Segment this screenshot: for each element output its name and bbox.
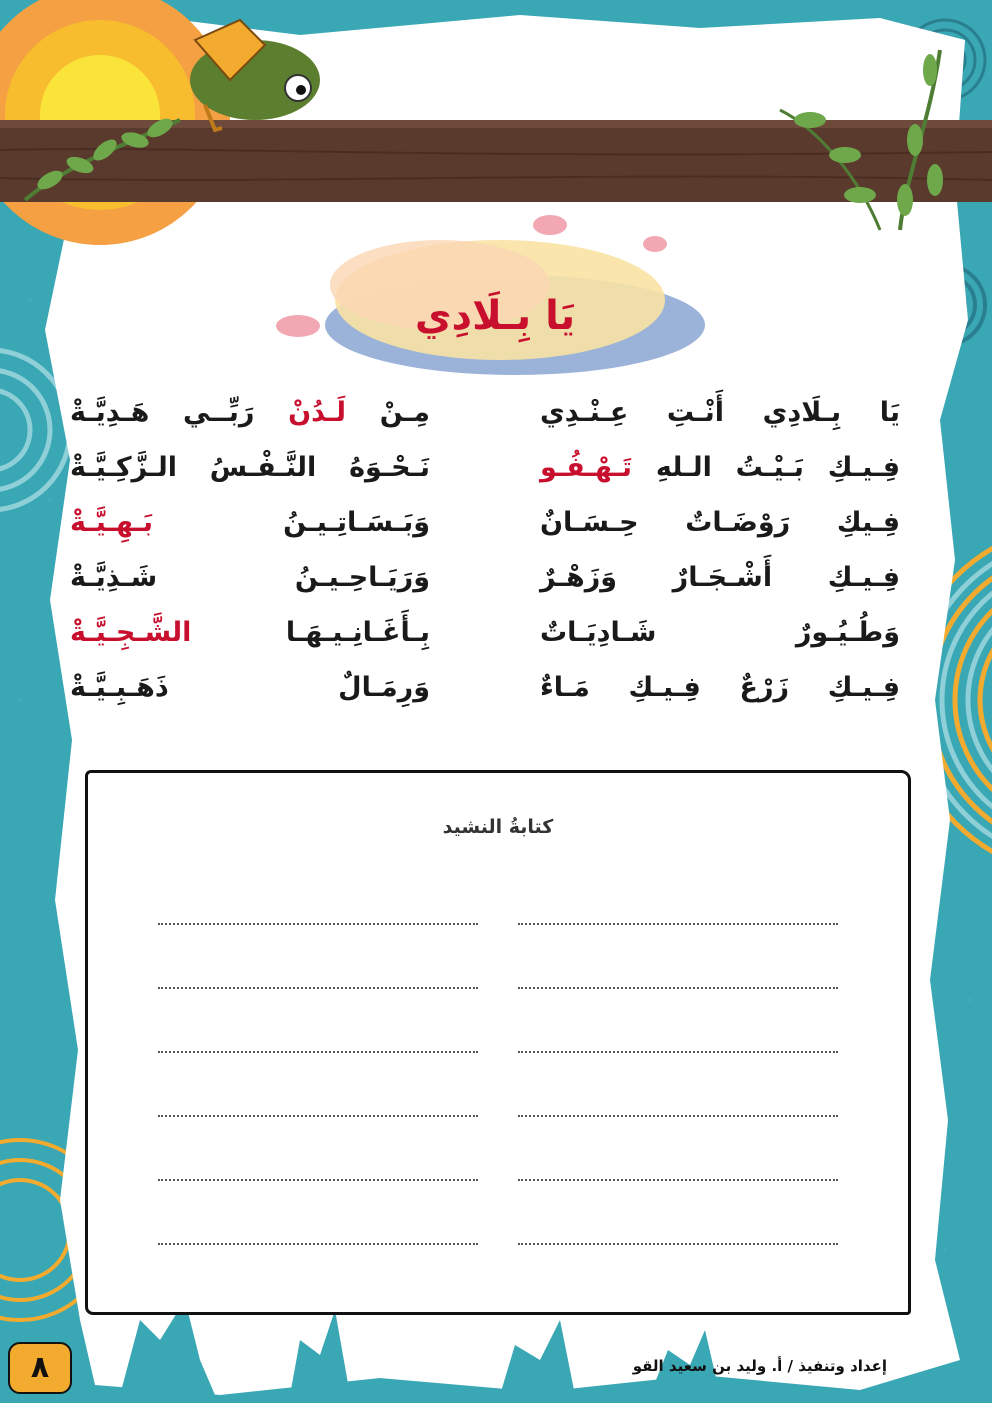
verse-left: وَرَيَـاحِـيـنُ شَـذِيَّـةْ (70, 562, 430, 593)
highlighted-word: لَـدُنْ (288, 397, 347, 428)
dotted-writing-line[interactable] (518, 1179, 838, 1181)
verse-left: بِـأَغَـانِـيـهَـا الشَّـجِـيَّـةْ (70, 617, 430, 648)
poem-row (70, 605, 900, 660)
verse-right: وَطُـيُـورٌ شَـادِيَـاتٌ (540, 617, 900, 648)
writing-box-title: كتابةُ النشيد (442, 816, 554, 838)
poem-row (70, 550, 900, 605)
poem-row (70, 385, 900, 440)
verse-left: نَـحْـوَهُ النَّـفْـسُ الـزَّكِـيَّـةْ (70, 452, 430, 483)
writing-line-row (158, 923, 838, 987)
writing-line-row (158, 1115, 838, 1179)
dotted-writing-line[interactable] (518, 1051, 838, 1053)
writing-line-row (158, 1243, 838, 1307)
writing-line-row (158, 987, 838, 1051)
poem-row (70, 440, 900, 495)
verse-right: فِـيـكِ أَشْـجَـارٌ وَزَهْـرٌ (540, 562, 900, 593)
verse-left: مِـنْ لَـدُنْ رَبِّــي هَـدِيَّـةْ (70, 397, 430, 428)
verse-right: فِـيـكِ بَـيْـتُ الـلهِ تَـهْـفُـو (540, 452, 900, 483)
highlighted-word: الشَّـجِـيَّـةْ (70, 617, 192, 648)
dotted-writing-line[interactable] (158, 1179, 478, 1181)
writing-line-row (158, 1051, 838, 1115)
verse-left: وَبَـسَـاتِـيـنُ بَـهِـيَّـةْ (70, 507, 430, 538)
dotted-writing-line[interactable] (518, 987, 838, 989)
page-title: يَا بِـلَادِي (414, 293, 576, 339)
dotted-writing-line[interactable] (158, 1115, 478, 1117)
verse-right: فِـيكِ رَوْضَـاتٌ حِـسَـانٌ (540, 507, 900, 538)
author-credit: إعداد وتنفيذ / أ. وليد بن سعيد القو (632, 1357, 887, 1375)
poem (70, 385, 900, 715)
poem-row (70, 660, 900, 715)
dotted-writing-line[interactable] (518, 1115, 838, 1117)
writing-box (85, 770, 911, 1315)
writing-line-row (158, 1179, 838, 1243)
dotted-writing-line[interactable] (518, 1243, 838, 1245)
highlighted-word: بَـهِـيَّـةْ (70, 507, 154, 538)
page-number: ٨ (8, 1342, 72, 1394)
title-area (270, 215, 720, 375)
dotted-writing-line[interactable] (158, 987, 478, 989)
dotted-writing-line[interactable] (158, 923, 478, 925)
verse-left: وَرِمَـالٌ ذَهَـبِـيَّـةْ (70, 672, 430, 703)
poem-row (70, 495, 900, 550)
highlighted-word: تَـهْـفُـو (540, 452, 633, 483)
dotted-writing-line[interactable] (518, 923, 838, 925)
dotted-writing-line[interactable] (158, 1243, 478, 1245)
verse-right: يَا بِـلَادِي أَنْـتِ عِـنْـدِي (540, 397, 900, 428)
writing-lines (158, 923, 838, 1307)
dotted-writing-line[interactable] (158, 1051, 478, 1053)
verse-right: فِـيـكِ زَرْعٌ فِـيـكِ مَـاءٌ (540, 672, 900, 703)
